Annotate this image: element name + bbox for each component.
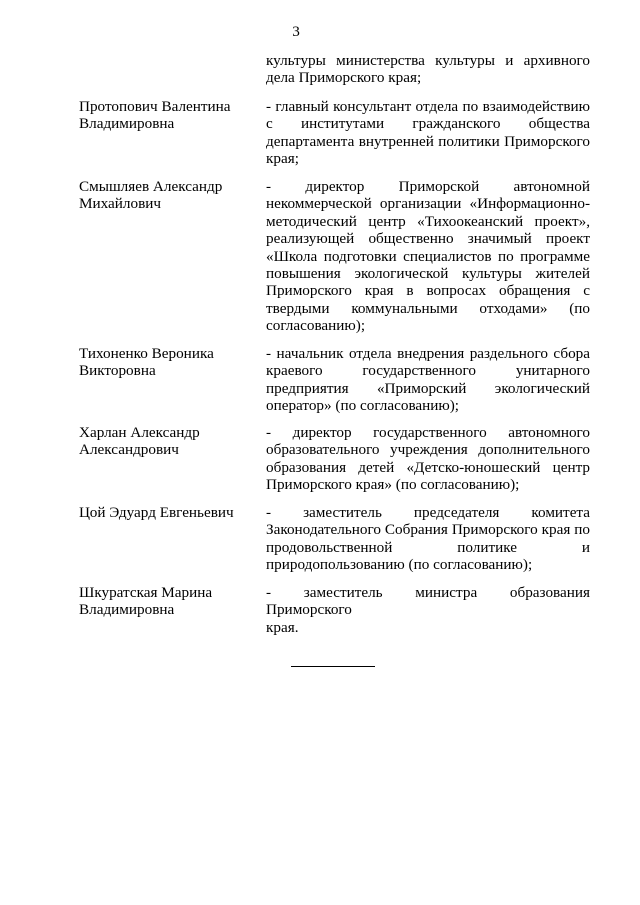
member-name xyxy=(79,504,259,521)
role-line: оператор» (по согласованию); xyxy=(266,397,460,415)
name-line: Протопович Валентина xyxy=(79,98,231,115)
role-line: твердыми коммунальными отходами» (по xyxy=(266,299,590,317)
role-line: края. xyxy=(266,618,299,636)
role-line: методический центр «Тихоокеанский проект», xyxy=(266,212,590,230)
role-line: предприятия «Приморский экологический xyxy=(266,379,590,397)
name-line: Цой Эдуард Евгеньевич xyxy=(79,504,234,521)
role-line: природопользованию (по согласованию); xyxy=(266,556,533,574)
name-line: Смышляев Александр xyxy=(79,178,223,195)
role-line: - заместитель председателя комитета xyxy=(266,504,590,521)
member-role xyxy=(266,584,590,636)
role-line: краевого государственного унитарного xyxy=(266,362,590,380)
page-number: 3 xyxy=(292,23,300,40)
name-line: Владимировна xyxy=(79,115,175,133)
member-role xyxy=(266,424,590,494)
role-line: - директор Приморской автономной xyxy=(266,178,590,195)
intro-continuation xyxy=(266,52,590,87)
role-line: - начальник отдела внедрения раздельного сбора xyxy=(266,345,590,362)
role-line: департамента внутренней политики Приморского xyxy=(266,132,590,150)
member-name xyxy=(79,98,259,133)
role-line: Законодательного Собрания Приморского края по xyxy=(266,521,590,539)
role-line: образовательного учреждения дополнительного xyxy=(266,441,590,459)
name-line: Владимировна xyxy=(79,601,175,619)
role-line: «Школа подготовки специалистов по программе xyxy=(266,247,590,265)
member-name xyxy=(79,584,259,619)
role-line: с институтами гражданского общества xyxy=(266,115,590,133)
role-line: образования детей «Детско-юношеский центр xyxy=(266,458,590,476)
role-line: края; xyxy=(266,150,299,168)
name-line: Викторовна xyxy=(79,362,156,380)
role-line: Приморского края в вопросах обращения с xyxy=(266,282,590,300)
role-line: - заместитель министра образования Приморского xyxy=(266,584,590,619)
member-name xyxy=(79,345,259,380)
text-line: культуры министерства культуры и архивного xyxy=(266,52,590,69)
member-role xyxy=(266,178,590,335)
role-line: - главный консультант отдела по взаимодействию xyxy=(266,98,590,115)
member-name xyxy=(79,178,259,213)
name-line: Харлан Александр xyxy=(79,424,200,441)
name-line: Тихоненко Вероника xyxy=(79,345,214,362)
text-line: дела Приморского края; xyxy=(266,69,422,87)
name-line: Александрович xyxy=(79,441,179,459)
name-line: Шкуратская Марина xyxy=(79,584,213,601)
role-line: некоммерческой организации «Информационно- xyxy=(266,195,590,213)
role-line: продовольственной политике и xyxy=(266,538,590,556)
member-name xyxy=(79,424,259,459)
member-role xyxy=(266,345,590,415)
member-role xyxy=(266,504,590,574)
end-separator-line xyxy=(291,666,375,667)
name-line: Михайлович xyxy=(79,195,162,213)
member-role xyxy=(266,98,590,168)
role-line: повышения экологической культуры жителей xyxy=(266,265,590,283)
role-line: реализующей общественно значимый проект xyxy=(266,230,590,248)
role-line: Приморского края» (по согласованию); xyxy=(266,476,520,494)
role-line: - директор государственного автономного xyxy=(266,424,590,441)
role-line: согласованию); xyxy=(266,317,366,335)
